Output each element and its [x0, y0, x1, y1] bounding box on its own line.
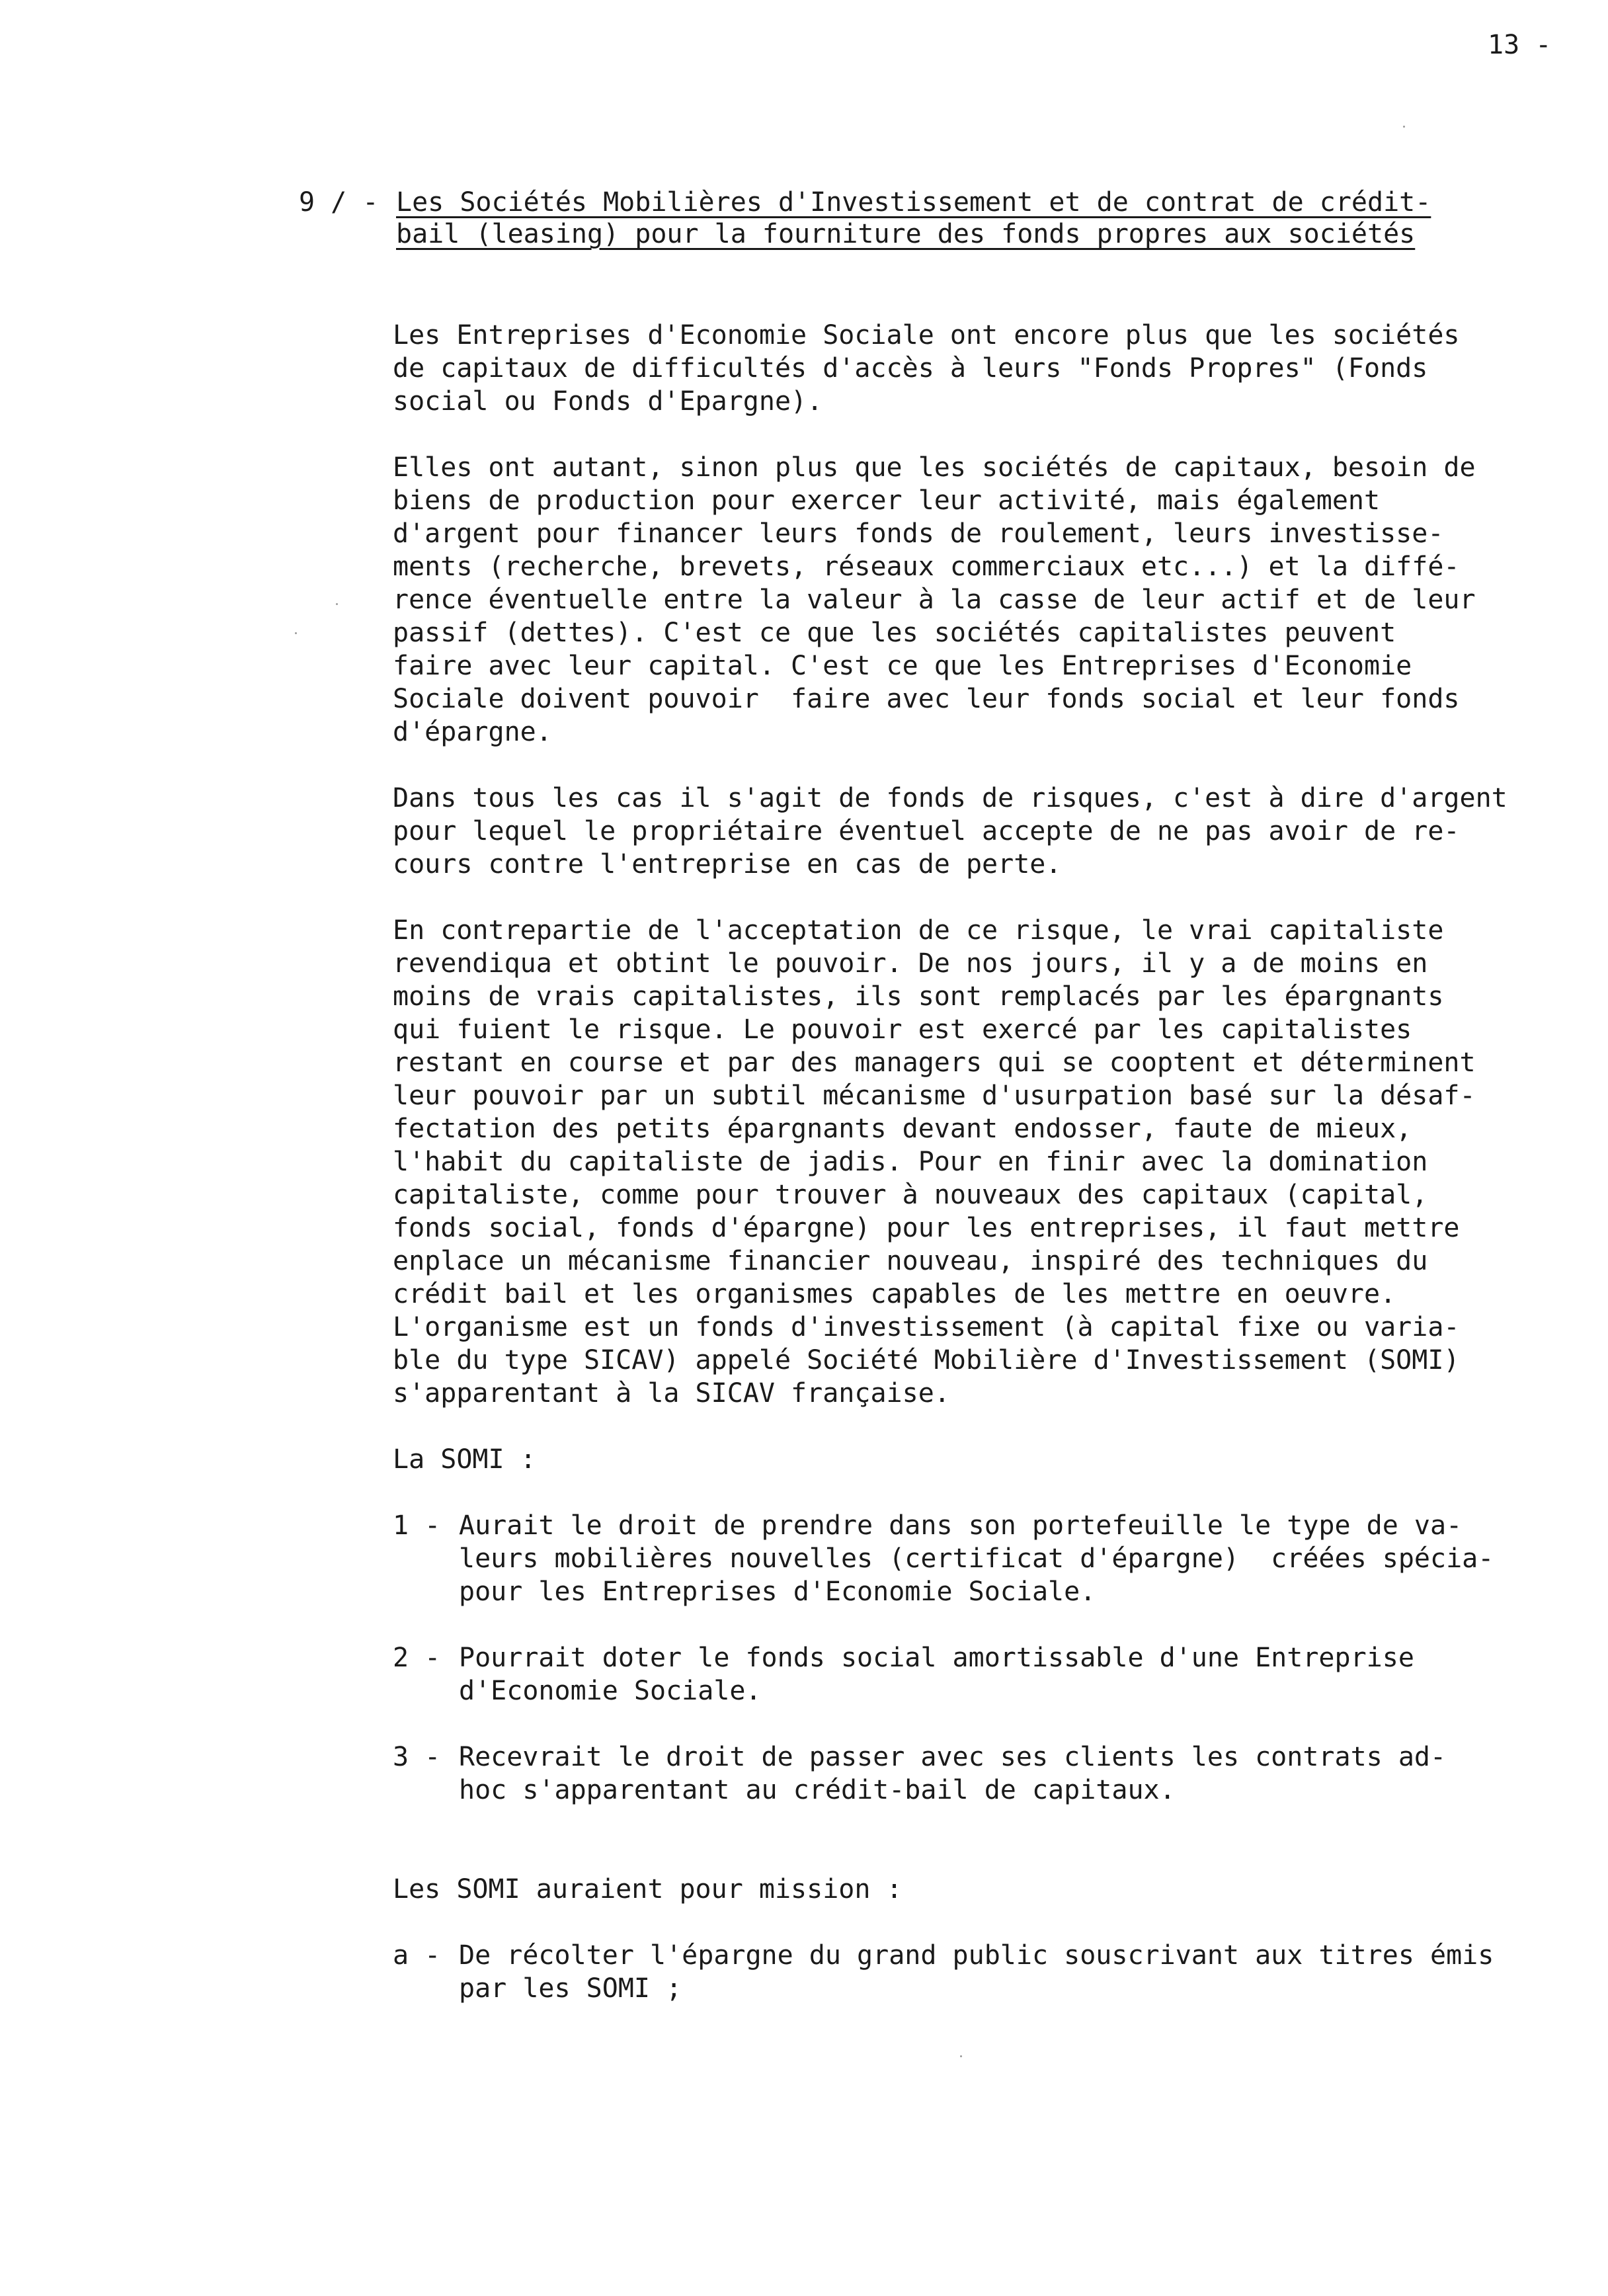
list-marker: 1 -	[393, 1510, 441, 1541]
paragraph-contrepartie	[393, 914, 1556, 1410]
list-item-somi-2	[393, 1641, 1556, 1707]
text-line: par les SOMI ;	[459, 1973, 682, 2004]
spacer	[393, 1840, 1556, 1873]
text-line: Dans tous les cas il s'agit de fonds de risques, c'est à dire d'argent	[393, 783, 1508, 813]
text-line: Elles ont autant, sinon plus que les sociétés de capitaux, besoin de	[393, 452, 1476, 483]
text-line: d'Economie Sociale.	[459, 1676, 762, 1706]
scan-speck	[960, 2055, 962, 2057]
text-line: social ou Fonds d'Epargne).	[393, 386, 823, 417]
list-item-somi-3	[393, 1741, 1556, 1807]
list-item-mission-a	[393, 1939, 1556, 2005]
list-item-somi-1	[393, 1509, 1556, 1608]
paragraph-besoins	[393, 451, 1556, 749]
text-line: leurs mobilières nouvelles (certificat d'épargne) créées spécia-	[459, 1543, 1494, 1574]
list-marker: 3 -	[393, 1742, 441, 1772]
text-line: pour lequel le propriétaire éventuel accepte de ne pas avoir de re-	[393, 816, 1460, 846]
text-line: Les SOMI auraient pour mission :	[393, 1874, 903, 1905]
text-line: capitaliste, comme pour trouver à nouveaux des capitaux (capital,	[393, 1180, 1428, 1210]
list-marker: a -	[393, 1940, 441, 1971]
paragraph-fonds-de-risques	[393, 782, 1556, 881]
text-line: moins de vrais capitalistes, ils sont remplacés par les épargnants	[393, 981, 1444, 1012]
paragraph-fonds-propres	[393, 319, 1556, 418]
text-line: passif (dettes). C'est ce que les sociétés capitalistes peuvent	[393, 618, 1396, 648]
scan-speck	[295, 632, 297, 634]
text-line: Les Entreprises d'Economie Sociale ont encore plus que les sociétés	[393, 320, 1460, 350]
text-line: biens de production pour exercer leur activité, mais également	[393, 485, 1381, 516]
text-line: La SOMI :	[393, 1444, 536, 1475]
text-line: ments (recherche, brevets, réseaux commerciaux etc...) et la diffé-	[393, 552, 1460, 582]
section-title	[396, 186, 1480, 250]
text-line: restant en course et par des managers qui se cooptent et déterminent	[393, 1047, 1476, 1078]
text-line: En contrepartie de l'acceptation de ce risque, le vrai capitaliste	[393, 915, 1444, 946]
section-title-line: bail (leasing) pour la fourniture des fonds propres aux sociétés	[396, 219, 1416, 249]
text-line: pour les Entreprises d'Economie Sociale.	[459, 1577, 1096, 1607]
text-line: Aurait le droit de prendre dans son portefeuille le type de va-	[459, 1510, 1463, 1541]
text-line: ble du type SICAV) appelé Société Mobilière d'Investissement (SOMI)	[393, 1345, 1460, 1375]
text-line: s'apparentant à la SICAV française.	[393, 1378, 950, 1409]
paragraph-la-somi	[393, 1443, 1556, 1476]
text-line: d'épargne.	[393, 717, 552, 747]
text-line: fectation des petits épargnants devant endosser, faute de mieux,	[393, 1114, 1412, 1144]
text-line: leur pouvoir par un subtil mécanisme d'usurpation basé sur la désaf-	[393, 1081, 1476, 1111]
scan-speck	[336, 603, 338, 605]
text-line: rence éventuelle entre la valeur à la casse de leur actif et de leur	[393, 585, 1476, 615]
section-title-line: Les Sociétés Mobilières d'Investissement et de contrat de crédit-	[396, 187, 1431, 218]
section-number: 9 / -	[299, 187, 379, 218]
text-line: Sociale doivent pouvoir faire avec leur fonds social et leur fonds	[393, 684, 1460, 714]
text-line: Pourrait doter le fonds social amortissable d'une Entreprise	[459, 1643, 1414, 1673]
text-line: De récolter l'épargne du grand public souscrivant aux titres émis	[459, 1940, 1494, 1971]
text-line: faire avec leur capital. C'est ce que les Entreprises d'Economie	[393, 651, 1412, 681]
text-line: fonds social, fonds d'épargne) pour les entreprises, il faut mettre	[393, 1213, 1460, 1243]
text-line: qui fuient le risque. Le pouvoir est exercé par les capitalistes	[393, 1014, 1412, 1045]
text-line: enplace un mécanisme financier nouveau, inspiré des techniques du	[393, 1246, 1428, 1276]
body-text	[393, 319, 1556, 2038]
text-line: hoc s'apparentant au crédit-bail de capitaux.	[459, 1775, 1176, 1805]
list-marker: 2 -	[393, 1643, 441, 1673]
text-line: Recevrait le droit de passer avec ses clients les contrats ad-	[459, 1742, 1447, 1772]
text-line: L'organisme est un fonds d'investissement (à capital fixe ou varia-	[393, 1312, 1460, 1342]
text-line: revendiqua et obtint le pouvoir. De nos jours, il y a de moins en	[393, 948, 1428, 979]
text-line: d'argent pour financer leurs fonds de roulement, leurs investisse-	[393, 518, 1444, 549]
text-line: crédit bail et les organismes capables de les mettre en oeuvre.	[393, 1279, 1396, 1309]
scan-speck	[1403, 126, 1405, 128]
text-line: l'habit du capitaliste de jadis. Pour en finir avec la domination	[393, 1147, 1428, 1177]
page-number: 13 -	[1488, 30, 1552, 60]
text-line: de capitaux de difficultés d'accès à leurs "Fonds Propres" (Fonds	[393, 353, 1428, 384]
paragraph-mission-intro	[393, 1873, 1556, 1906]
text-line: cours contre l'entreprise en cas de perte.	[393, 849, 1062, 880]
